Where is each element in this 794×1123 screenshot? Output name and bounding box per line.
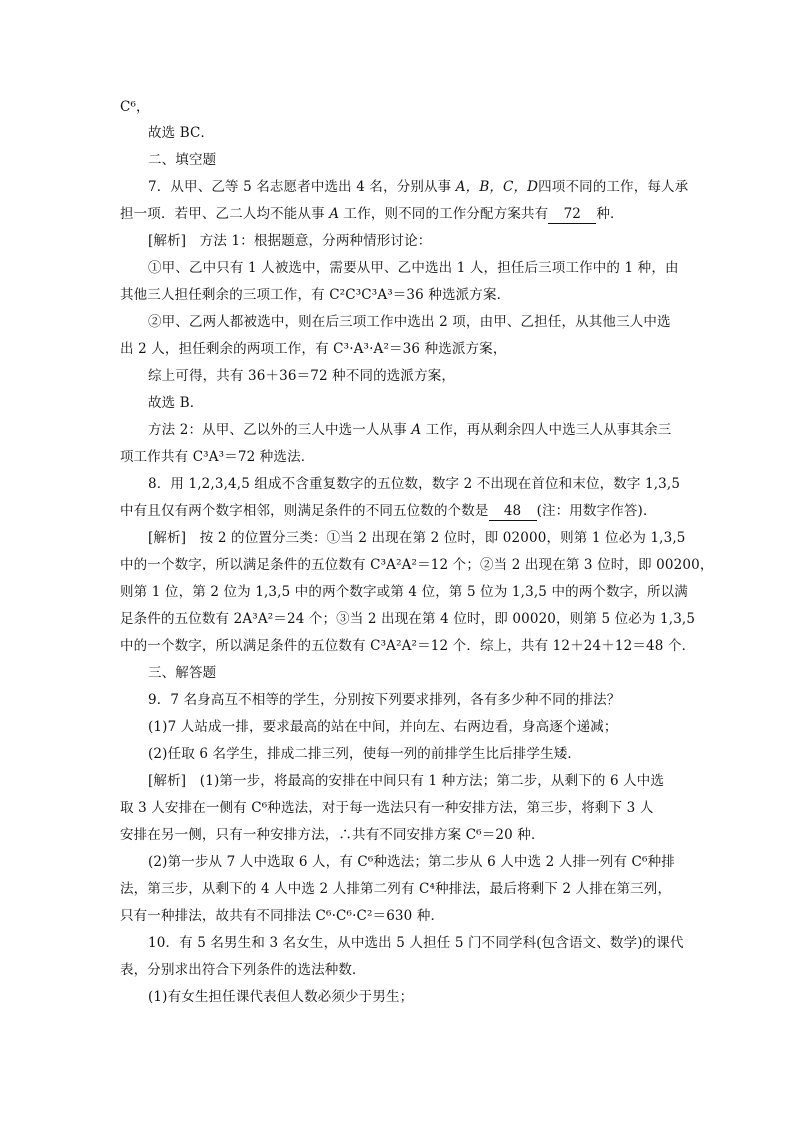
text-span: 中有且仅有两个数字相邻，则满足条件的不同五位数的个数是	[120, 503, 489, 519]
answer-blank: 72	[548, 206, 596, 224]
text-line: (2)任取 6 名学生，排成二排三列，使每一列的前排学生比后排学生矮．	[148, 746, 582, 762]
text-span: A	[329, 206, 340, 222]
text-line: 故选 B．	[148, 395, 204, 411]
analysis-label: [解析] 按 2 的位置分三类：①当 2 出现在第 2 位时，即 02000，则第 1 位必为 1,3,5	[148, 530, 686, 546]
text-line: 安排在另一侧，只有一种安排方法，∴共有不同安排方案 C⁶＝20 种．	[120, 827, 545, 843]
text-line: 只有一种排法，故共有不同排法 C⁶·C⁶·C²＝630 种．	[120, 908, 445, 924]
text-line: 中的一个数字，所以满足条件的五位数有 C³A²A²＝12 个．综上，共有 12＋24＋12＝48 个．	[120, 638, 696, 654]
question-10: 10．有 5 名男生和 3 名女生，从中选出 5 人担任 5 门不同学科(包含语文、数学)的课代	[148, 935, 684, 951]
text-line	[148, 420, 671, 440]
text-span: 四项不同的工作，每人承	[538, 179, 689, 195]
text-span: A，B，C，D	[455, 179, 539, 195]
text-line	[120, 501, 657, 521]
text-span: 7．从甲、乙等 5 名志愿者中选出 4 名，分别从事	[148, 179, 456, 195]
text-span: 方法 2：从甲、乙以外的三人中选一人从事	[148, 422, 412, 438]
text-line: ②甲、乙两人都被选中，则在后三项工作中选出 2 项，由甲、乙担任，从其他三人中选	[148, 314, 671, 330]
text-line: 表，分别求出符合下列条件的选法种数．	[120, 962, 366, 978]
text-line: ①甲、乙中只有 1 人被选中，需要从甲、乙中选出 1 人，担任后三项工作中的 1 种，由	[148, 260, 679, 276]
analysis-label: [解析] (1)第一步，将最高的安排在中间只有 1 种方法；第二步，从剩下的 6 人中选	[148, 773, 665, 789]
text-line: 中的一个数字，所以满足条件的五位数有 C³A²A²＝12 个；②当 2 出现在第 3 位时，即 00200，	[120, 557, 714, 573]
text-span: A	[411, 422, 422, 438]
question-9: 9．7 名身高互不相等的学生，分别按下列要求排列，各有多少种不同的排法？	[148, 692, 621, 708]
text-span: 工作，则不同的工作分配方案共有	[339, 206, 549, 222]
analysis-label: [解析] 方法 1：根据题意，分两种情形讨论：	[148, 233, 432, 249]
text-line: 法，第三步，从剩下的 4 人中选 2 人排第二列有 C⁴种排法，最后将剩下 2 人排在第三列，	[120, 881, 672, 897]
text-line: 足条件的五位数有 2A³A²＝24 个；③当 2 出现在第 4 位时，即 00020，则第 5 位必为 1,3,5	[120, 611, 696, 627]
answer-blank: 48	[489, 503, 537, 521]
section-heading: 二、填空题	[148, 152, 217, 168]
text-line: 则第 1 位，第 2 位为 1,3,5 中的两个数字或第 4 位，第 5 位为 1,3,5 中的两个数字，所以满	[120, 584, 688, 600]
text-line: 取 3 人安排在一侧有 C⁶种选法，对于每一选法只有一种安排方法，第三步，将剩下 3 人	[120, 800, 654, 816]
text-line: (2)第一步从 7 人中选取 6 人，有 C⁶种选法；第二步从 6 人中选 2 人排一列有 C⁶种排	[148, 854, 675, 870]
text-span: 担一项．若甲、乙二人均不能从事	[120, 206, 330, 222]
question-8: 8．用 1,2,3,4,5 组成不含重复数字的五位数，数字 2 不出现在首位和末位，数字 1,3,5	[148, 476, 681, 492]
text-line: 出 2 人，担任剩余的两项工作，有 C³·A³·A²＝36 种选派方案，	[120, 341, 507, 357]
text-line: 其他三人担任剩余的三项工作，有 C²C³C³A³＝36 种选派方案．	[120, 287, 511, 303]
text-span: 工作，再从剩余四人中选三人从事其余三	[421, 422, 672, 438]
question-7	[148, 177, 688, 197]
text-line: 故选 BC．	[148, 125, 215, 141]
text-line: (1)7 人站成一排，要求最高的站在中间，并向左、右两边看，身高逐个递减；	[148, 719, 618, 735]
text-line: (1)有女生担任课代表但人数必须少于男生；	[148, 989, 414, 1005]
text-span: (注：用数字作答)．	[536, 503, 657, 519]
section-heading: 三、解答题	[148, 665, 217, 681]
text-line: 项工作共有 C³A³＝72 种选法．	[120, 449, 315, 465]
text-line: C⁶，	[120, 99, 150, 115]
text-span: 种．	[596, 206, 624, 222]
text-line	[120, 204, 624, 224]
text-line: 综上可得，共有 36＋36＝72 种不同的选派方案，	[148, 368, 456, 384]
